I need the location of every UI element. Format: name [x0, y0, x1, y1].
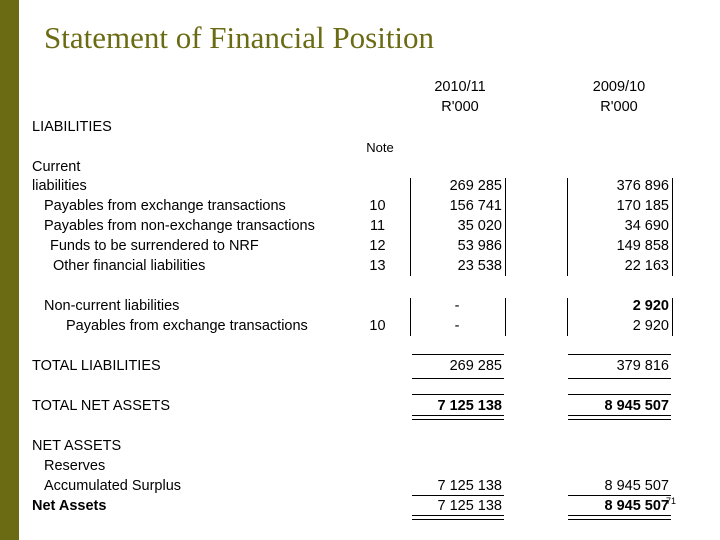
- total-net-assets-2010-11: 7 125 138: [437, 398, 502, 414]
- row-value-2010-11: 156 741: [449, 198, 502, 214]
- column-header-2009-10-unit: R'000: [600, 99, 638, 115]
- row-value-2010-11: 35 020: [457, 218, 502, 234]
- accumulated-surplus-label: Accumulated Surplus: [44, 478, 182, 494]
- row-label: Funds to be surrendered to NRF: [50, 238, 259, 254]
- net-assets-double-underline-2009-10: [568, 515, 671, 520]
- note-column-header: Note: [366, 140, 394, 155]
- total-net-assets-rule-2010-11: [412, 394, 504, 395]
- net-assets-rule-2010-11: [412, 495, 504, 496]
- row-note: 10: [369, 318, 386, 334]
- total-liabilities-underline-2010-11: [412, 378, 504, 379]
- accumulated-surplus-2010-11: 7 125 138: [437, 478, 502, 494]
- current-liabilities-heading-line2: liabilities: [32, 178, 87, 194]
- net-assets-2010-11: 7 125 138: [437, 498, 502, 514]
- net-assets-rule-2009-10: [568, 495, 671, 496]
- total-net-assets-double-underline-2009-10: [568, 415, 671, 420]
- row-note: 10: [369, 198, 386, 214]
- column-header-2010-11-period: 2010/11: [434, 79, 486, 95]
- accent-bar: [0, 0, 19, 540]
- slide-title: Statement of Financial Position: [44, 20, 435, 55]
- row-value-2009-10: 170 185: [616, 198, 669, 214]
- total-liabilities-label: TOTAL LIABILITIES: [32, 358, 161, 374]
- net-assets-heading: NET ASSETS: [32, 438, 122, 454]
- row-value-2010-11: 23 538: [457, 258, 502, 274]
- total-liabilities-2009-10: 379 816: [616, 358, 669, 374]
- liabilities-heading: LIABILITIES: [32, 119, 112, 135]
- row-value-2010-11: 53 986: [457, 238, 502, 254]
- total-net-assets-label: TOTAL NET ASSETS: [32, 398, 171, 414]
- non-current-liabilities-total-2010-11: -: [454, 298, 460, 314]
- row-note: 13: [369, 258, 386, 274]
- total-liabilities-underline-2009-10: [568, 378, 671, 379]
- current-liabilities-total-2009-10: 376 896: [616, 178, 669, 194]
- row-note: 12: [369, 238, 386, 254]
- row-value-2010-11: -: [454, 318, 460, 334]
- row-value-2009-10: 22 163: [624, 258, 669, 274]
- current-liabilities-heading-line1: Current: [32, 159, 81, 175]
- slide-number: 71: [666, 496, 677, 506]
- total-net-assets-2009-10: 8 945 507: [604, 398, 669, 414]
- reserves-label: Reserves: [44, 458, 106, 474]
- net-assets-total-label: Net Assets: [32, 498, 107, 514]
- total-liabilities-rule-2010-11: [412, 354, 504, 355]
- total-liabilities-2010-11: 269 285: [449, 358, 502, 374]
- non-current-liabilities-heading: Non-current liabilities: [44, 298, 180, 314]
- row-label: Payables from non-exchange transactions: [44, 218, 315, 234]
- row-label: Payables from exchange transactions: [44, 198, 286, 214]
- non-current-liabilities-total-2009-10: 2 920: [632, 298, 669, 314]
- net-assets-2009-10: 8 945 507: [604, 498, 669, 514]
- row-value-2009-10: 2 920: [632, 318, 669, 334]
- row-label: Payables from exchange transactions: [66, 318, 308, 334]
- total-net-assets-rule-2009-10: [568, 394, 671, 395]
- row-note: 11: [369, 218, 386, 234]
- current-liabilities-total-2010-11: 269 285: [449, 178, 502, 194]
- row-label: Other financial liabilities: [53, 258, 206, 274]
- row-value-2009-10: 149 858: [616, 238, 669, 254]
- total-net-assets-double-underline-2010-11: [412, 415, 504, 420]
- accumulated-surplus-2009-10: 8 945 507: [604, 478, 669, 494]
- row-value-2009-10: 34 690: [624, 218, 669, 234]
- net-assets-double-underline-2010-11: [412, 515, 504, 520]
- column-header-2010-11-unit: R'000: [441, 99, 479, 115]
- column-header-2009-10-period: 2009/10: [592, 79, 646, 95]
- total-liabilities-rule-2009-10: [568, 354, 671, 355]
